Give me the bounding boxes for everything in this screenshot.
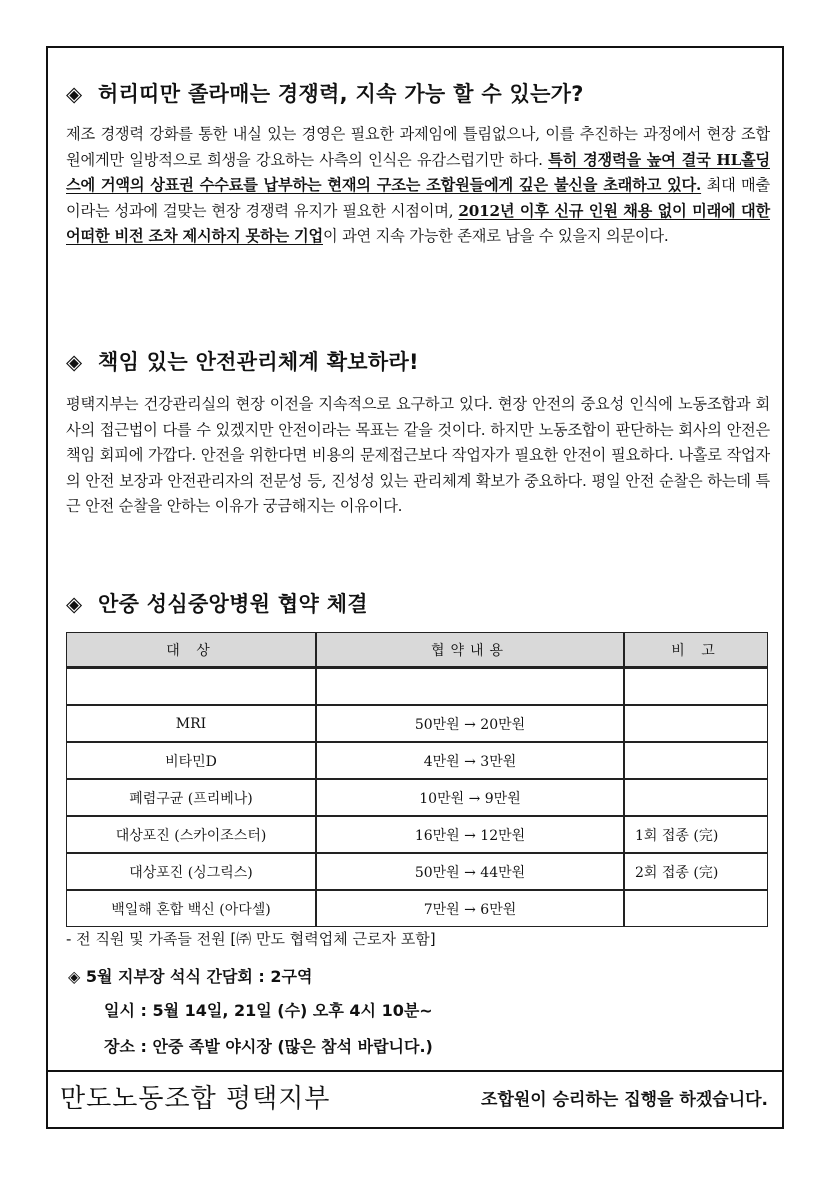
text-run: 최대 매출이라는 성과에 걸맞는 현장 경쟁력 유지가 필요한 시점이며, <box>66 176 770 220</box>
cell-note <box>624 890 768 927</box>
meeting-date: 일시 : 5월 14일, 21일 (수) 오후 4시 10분~ <box>104 1001 433 1020</box>
cell-content: 50만원 → 20만원 <box>316 705 624 742</box>
union-name: 만도노동조합 평택지부 <box>60 1084 331 1114</box>
cell-target: 폐렴구균 (프리베나) <box>66 779 316 816</box>
cell-content: 16만원 → 12만원 <box>316 816 624 853</box>
safety-paragraph: 평택지부는 건강관리실의 현장 이전을 지속적으로 요구하고 있다. 현장 안전의 중요성 인식에 노동조합과 회사의 접근법이 다를 수 있겠지만 안전이라는 목표는 같을 것이다. 하지만 노동조합이 판단하는 회사의 안전은 책임 회피에 가깝다. 안전을 위한다면 비용의 문제접근보다 작업자가 필요한 안전이 필요하다. 나홀로 작업자의 안전 보장과 안전관리자의 전문성 등, 진성성 있는 관리체계 확보가 중요하다. 평일 안전 순찰은 하는데 특근 안전 순찰을 안하는 이유가 궁금해지는 이유이다. <box>66 395 770 516</box>
footer-slogan: 조합원이 승리하는 집행을 하겠습니다. <box>481 1090 768 1110</box>
meeting-heading <box>68 964 312 987</box>
hospital-agreement-table <box>66 632 768 927</box>
text-run: 이 과연 지속 가능한 존재로 남을 수 있을지 의문이다. <box>322 227 669 246</box>
competitiveness-paragraph <box>66 122 770 250</box>
meeting-place: 장소 : 안중 족발 야시장 (많은 참석 바랍니다.) <box>104 1037 433 1056</box>
cell-target: 대상포진 (스카이조스터) <box>66 816 316 853</box>
eligibility-note: - 전 직원 및 가족들 전원 [㈜ 만도 협력업체 근로자 포함] <box>66 930 436 948</box>
section-title: 허리띠만 졸라매는 경쟁력, 지속 가능 할 수 있는가? <box>98 82 584 106</box>
cell-target: MRI <box>66 705 316 742</box>
cell-note <box>624 705 768 742</box>
emphasis-text: 특히 경쟁력을 높여 결국 HL홀딩스에 거액의 상표권 수수료를 납부하는 현재의 구조는 조합원들에게 깊은 불신을 초래하고 있다. <box>66 150 770 195</box>
cell-note: 2회 접종 (完) <box>624 853 768 890</box>
cell-note <box>624 779 768 816</box>
emphasis-text: 2012년 이후 신규 인원 채용 없이 미래에 대한 어떠한 비전 조차 제시하지 못하는 기업 <box>66 201 770 246</box>
cell-note <box>624 742 768 779</box>
meeting-title: 5월 지부장 석식 간담회 : 2구역 <box>85 967 313 986</box>
table-row <box>66 890 768 927</box>
text-run: 제조 경쟁력 강화를 통한 내실 있는 경영은 필요한 과제임에 틀림없으나, 이를 추진하는 과정에서 현장 조합원에게만 일방적으로 희생을 강요하는 사측의 인식은 유감스럽기만 하다. <box>66 125 770 169</box>
header-note: 비 고 <box>624 632 768 668</box>
table-header-row <box>66 632 768 668</box>
section-heading-hospital <box>66 588 368 618</box>
cell-note: 1회 접종 (完) <box>624 816 768 853</box>
table-row <box>66 742 768 779</box>
header-content: 협약내용 <box>316 632 624 668</box>
section-title: 책임 있는 안전관리체계 확보하라! <box>98 350 419 374</box>
cell-content: 10만원 → 9만원 <box>316 779 624 816</box>
header-target: 대 상 <box>66 632 316 668</box>
section-heading-safety <box>66 346 419 376</box>
footer-divider <box>48 1070 782 1072</box>
cell-target: 비타민D <box>66 742 316 779</box>
table-row <box>66 816 768 853</box>
document-frame <box>46 46 784 1129</box>
table-row <box>66 779 768 816</box>
cell-target: 백일해 혼합 백신 (아다셀) <box>66 890 316 927</box>
cell-content: 4만원 → 3만원 <box>316 742 624 779</box>
diamond-bullet-icon: ◈ <box>66 82 83 106</box>
diamond-bullet-icon: ◈ <box>68 967 81 986</box>
section-title: 안중 성심중앙병원 협약 체결 <box>98 592 368 616</box>
section-heading-competitiveness <box>66 78 584 108</box>
cell-content: 7만원 → 6만원 <box>316 890 624 927</box>
table-row <box>66 705 768 742</box>
cell-content: 50만원 → 44만원 <box>316 853 624 890</box>
table-row <box>66 853 768 890</box>
cell-target: 대상포진 (싱그릭스) <box>66 853 316 890</box>
diamond-bullet-icon: ◈ <box>66 350 83 374</box>
diamond-bullet-icon: ◈ <box>66 592 83 616</box>
